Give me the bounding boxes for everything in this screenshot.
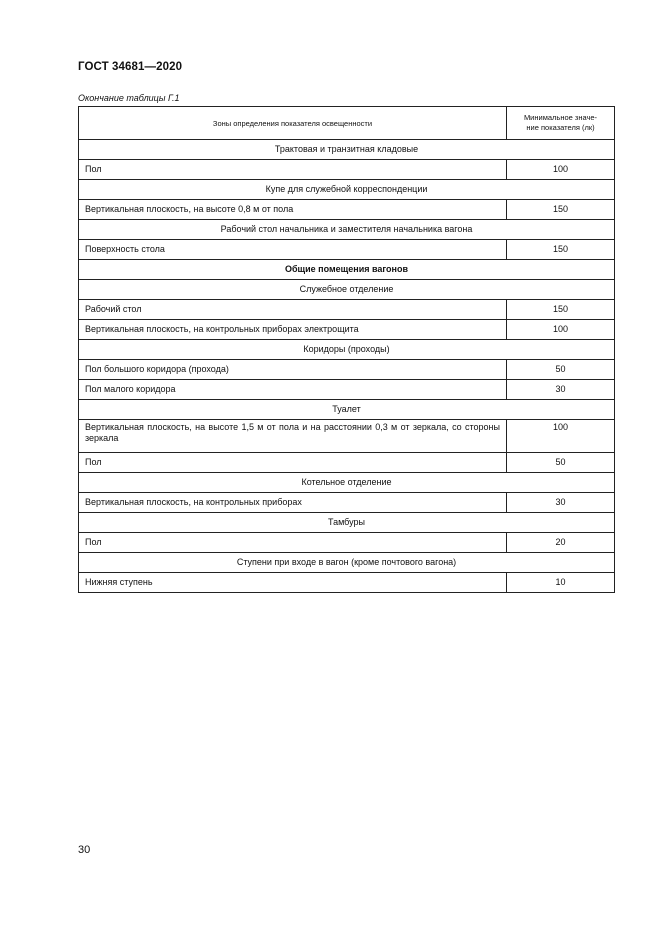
zone-cell: Поверхность стола — [79, 240, 507, 260]
section-title: Туалет — [79, 400, 615, 420]
standard-header: ГОСТ 34681—2020 — [78, 61, 183, 73]
column-header-value-line2: ние показателя (лк) — [526, 123, 595, 132]
table-row — [79, 533, 615, 553]
section-title: Рабочий стол начальника и заместителя начальника вагона — [79, 220, 615, 240]
illuminance-value-cell: 20 — [507, 533, 615, 553]
table-row — [79, 200, 615, 220]
zone-cell: Рабочий стол — [79, 300, 507, 320]
illuminance-value-cell: 100 — [507, 320, 615, 340]
illuminance-value-cell: 50 — [507, 453, 615, 473]
zone-cell: Пол малого коридора — [79, 380, 507, 400]
section-title: Котельное отделение — [79, 473, 615, 493]
illuminance-value-cell: 10 — [507, 573, 615, 593]
section-title: Служебное отделение — [79, 280, 615, 300]
table-section-row — [79, 280, 615, 300]
table-section-row — [79, 140, 615, 160]
illuminance-value-cell: 30 — [507, 380, 615, 400]
table-row — [79, 240, 615, 260]
illuminance-value-cell: 30 — [507, 493, 615, 513]
table-section-row — [79, 473, 615, 493]
illuminance-value-cell: 100 — [507, 160, 615, 180]
zone-cell: Пол большого коридора (прохода) — [79, 360, 507, 380]
column-header-value — [507, 107, 615, 140]
section-title: Трактовая и транзитная кладовые — [79, 140, 615, 160]
table-row — [79, 420, 615, 453]
table-section-row — [79, 513, 615, 533]
table-row — [79, 320, 615, 340]
illuminance-value-cell: 50 — [507, 360, 615, 380]
table-row — [79, 493, 615, 513]
column-header-zone: Зоны определения показателя освещенности — [79, 107, 507, 140]
illuminance-value-cell: 150 — [507, 200, 615, 220]
table-row — [79, 160, 615, 180]
section-title: Купе для служебной корреспонденции — [79, 180, 615, 200]
illuminance-value-cell: 100 — [507, 420, 615, 453]
table-row — [79, 453, 615, 473]
page-number: 30 — [78, 844, 91, 856]
zone-cell: Вертикальная плоскость, на контрольных приборах электрощита — [79, 320, 507, 340]
zone-cell: Нижняя ступень — [79, 573, 507, 593]
table-section-row — [79, 180, 615, 200]
table-section-row — [79, 400, 615, 420]
table-row — [79, 573, 615, 593]
illuminance-value-cell: 150 — [507, 300, 615, 320]
zone-cell: Вертикальная плоскость, на контрольных приборах — [79, 493, 507, 513]
zone-cell: Пол — [79, 453, 507, 473]
table-row — [79, 380, 615, 400]
section-title: Общие помещения вагонов — [79, 260, 615, 280]
table-row — [79, 300, 615, 320]
table-section-row — [79, 553, 615, 573]
section-title: Тамбуры — [79, 513, 615, 533]
column-header-value-line1: Минимальное значе- — [523, 113, 598, 122]
table-section-row — [79, 220, 615, 240]
table-section-row — [79, 260, 615, 280]
illuminance-table — [78, 106, 615, 593]
table-row — [79, 360, 615, 380]
section-title: Ступени при входе в вагон (кроме почтового вагона) — [79, 553, 615, 573]
illuminance-value-cell: 150 — [507, 240, 615, 260]
zone-cell: Вертикальная плоскость, на высоте 0,8 м от пола — [79, 200, 507, 220]
zone-cell: Пол — [79, 160, 507, 180]
zone-cell: Пол — [79, 533, 507, 553]
zone-cell: Вертикальная плоскость, на высоте 1,5 м от пола и на расстоянии 0,3 м от зеркала, со стороны зеркала — [79, 420, 507, 453]
table-caption: Окончание таблицы Г.1 — [78, 93, 180, 103]
table-header-row — [79, 107, 615, 140]
section-title: Коридоры (проходы) — [79, 340, 615, 360]
table-section-row — [79, 340, 615, 360]
